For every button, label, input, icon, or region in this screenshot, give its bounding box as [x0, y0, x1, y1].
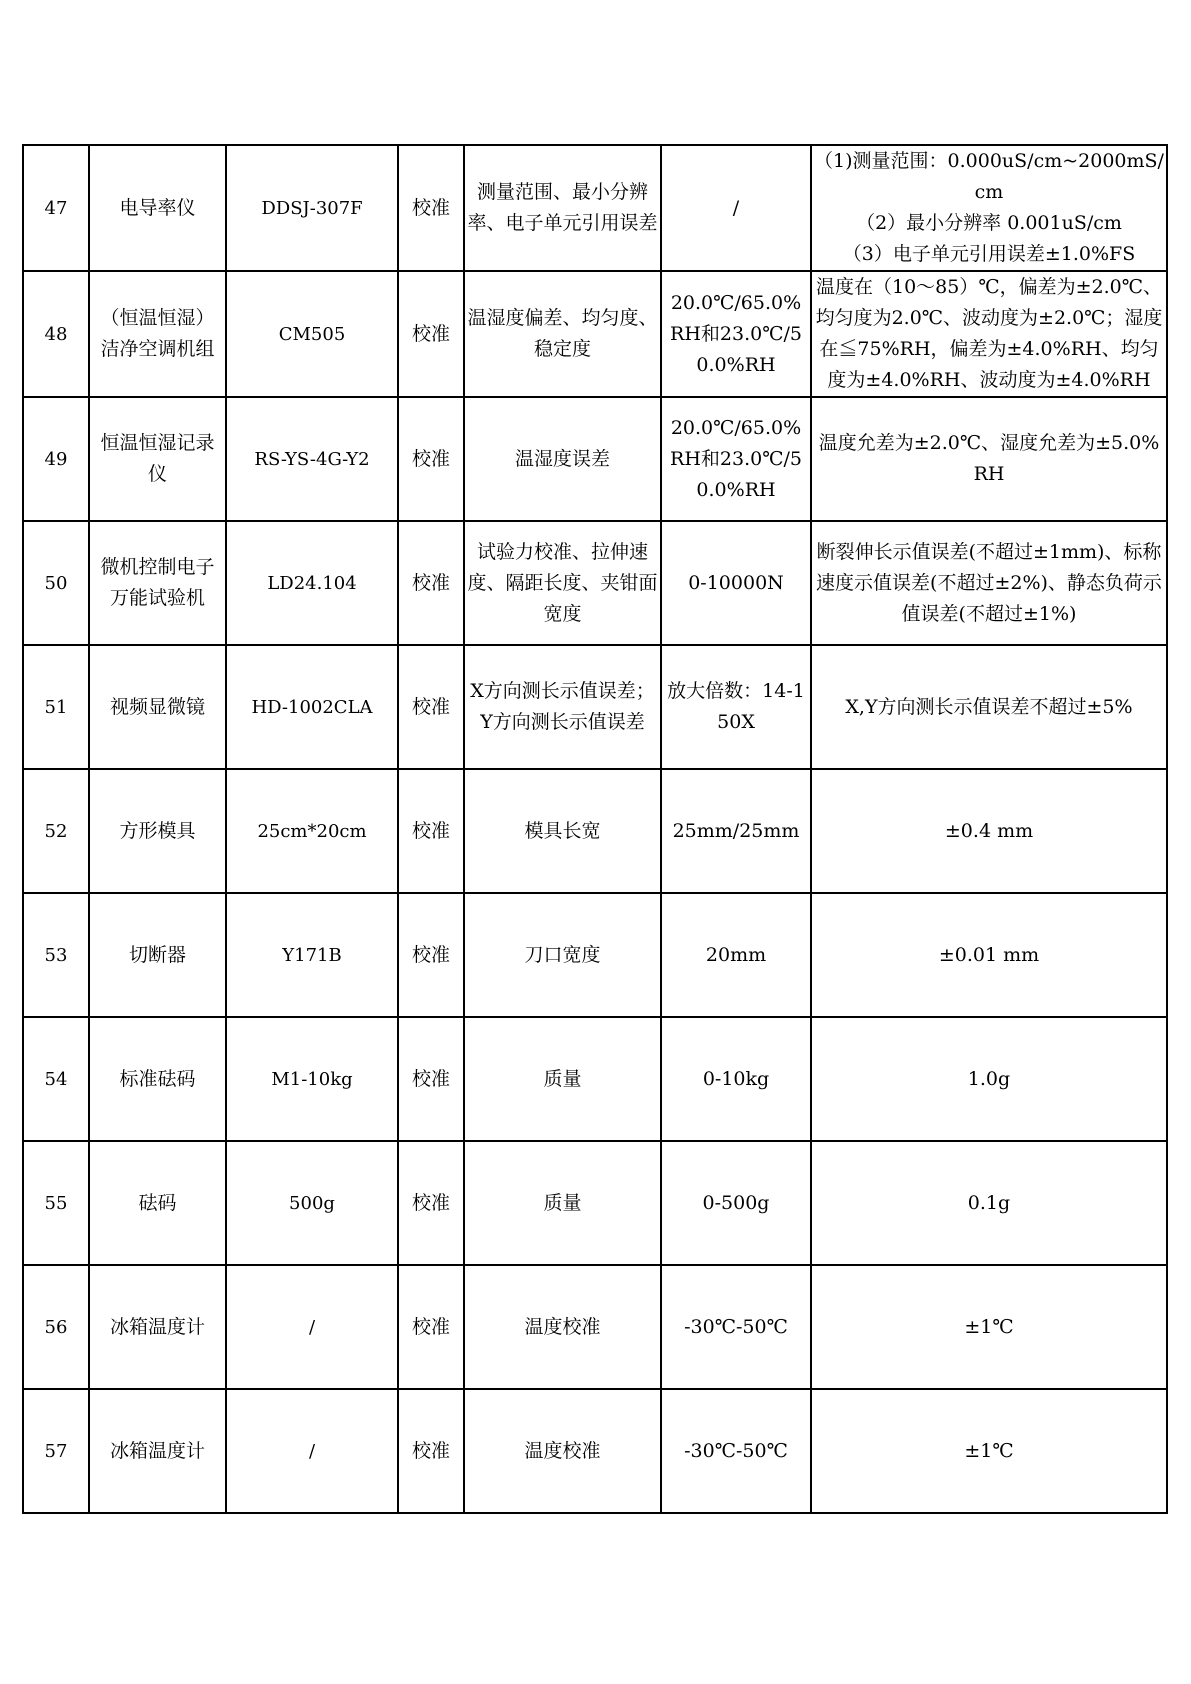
calibration-type: [398, 1265, 464, 1389]
calibration-type-text: 校准: [411, 1439, 450, 1462]
model-number-text: M1-10kg: [271, 1068, 353, 1090]
measurement-range: [661, 145, 811, 271]
measurement-range-text: /: [732, 196, 740, 219]
model-number: [226, 271, 398, 397]
row-number-text: 57: [44, 1440, 68, 1462]
model-number: [226, 397, 398, 521]
calibration-type-text: 校准: [411, 196, 450, 219]
accuracy-spec: [811, 271, 1167, 397]
accuracy-spec: [811, 521, 1167, 645]
accuracy-spec: [811, 769, 1167, 893]
calibration-type: [398, 893, 464, 1017]
calibration-items: [464, 397, 661, 521]
measurement-range-text: 0-10000N: [688, 571, 784, 594]
accuracy-spec-text: ±0.4 mm: [944, 819, 1034, 842]
measurement-range: [661, 1017, 811, 1141]
calibration-items-text: 温度校准: [524, 1315, 601, 1338]
instrument-name: [89, 397, 226, 521]
model-number-text: /: [308, 1440, 316, 1462]
table-row: [23, 1265, 1167, 1389]
model-number-text: HD-1002CLA: [251, 696, 373, 718]
model-number-text: RS-YS-4G-Y2: [254, 448, 370, 470]
calibration-items: [464, 145, 661, 271]
measurement-range: [661, 645, 811, 769]
row-number-text: 52: [44, 820, 68, 842]
row-number-text: 49: [44, 448, 68, 470]
table-row: [23, 1389, 1167, 1513]
model-number: [226, 1389, 398, 1513]
calibration-items-text: 测量范围、最小分辨率、电子单元引用误差: [467, 181, 658, 234]
row-number-text: 47: [44, 197, 68, 219]
instrument-name: [89, 521, 226, 645]
model-number: [226, 769, 398, 893]
instrument-name-text: 恒温恒湿记录仪: [100, 432, 215, 485]
calibration-items: [464, 1389, 661, 1513]
table-row: [23, 1141, 1167, 1265]
accuracy-spec: [811, 145, 1167, 271]
measurement-range-text: 20.0℃/65.0%RH和23.0℃/50.0%RH: [670, 416, 802, 501]
instrument-name-text: 冰箱温度计: [109, 1439, 205, 1462]
instrument-name-text: 切断器: [128, 943, 186, 966]
accuracy-spec: [811, 1389, 1167, 1513]
row-number: [23, 271, 89, 397]
accuracy-spec-text: 断裂伸长示值误差(不超过±1mm)、标称速度示值误差(不超过±2%)、静态负荷示值误差(不超过±1%): [816, 540, 1162, 625]
instrument-name: [89, 769, 226, 893]
row-number: [23, 769, 89, 893]
calibration-type: [398, 145, 464, 271]
accuracy-spec-text: （1)测量范围：0.000uS/cm~2000mS/cm （2）最小分辨率 0.001uS/cm （3）电子单元引用误差±1.0%FS: [814, 150, 1164, 265]
row-number: [23, 397, 89, 521]
calibration-type-text: 校准: [411, 571, 450, 594]
calibration-items: [464, 1265, 661, 1389]
calibration-items: [464, 521, 661, 645]
accuracy-spec-text: 0.1g: [967, 1191, 1011, 1214]
measurement-range: [661, 271, 811, 397]
row-number-text: 54: [44, 1068, 68, 1090]
calibration-items-text: 温湿度误差: [514, 447, 610, 470]
table-row: [23, 769, 1167, 893]
row-number: [23, 1389, 89, 1513]
instrument-name-text: 标准砝码: [119, 1067, 196, 1090]
row-number-text: 48: [44, 323, 68, 345]
measurement-range-text: -30℃-50℃: [684, 1315, 788, 1338]
model-number: [226, 1141, 398, 1265]
row-number: [23, 1017, 89, 1141]
instrument-name: [89, 1017, 226, 1141]
model-number: [226, 521, 398, 645]
calibration-items: [464, 1017, 661, 1141]
table-row: [23, 397, 1167, 521]
model-number: [226, 145, 398, 271]
accuracy-spec: [811, 645, 1167, 769]
accuracy-spec: [811, 397, 1167, 521]
calibration-type-text: 校准: [411, 322, 450, 345]
model-number-text: Y171B: [282, 944, 342, 966]
accuracy-spec-text: 温度在（10～85）℃，偏差为±2.0℃、均匀度为2.0℃、波动度为±2.0℃；湿度在≦75%RH，偏差为±4.0%RH、均匀度为±4.0%RH、波动度为±4.0%RH: [815, 276, 1163, 391]
measurement-range: [661, 1389, 811, 1513]
measurement-range: [661, 397, 811, 521]
instrument-name-text: 视频显微镜: [109, 695, 205, 718]
calibration-type-text: 校准: [411, 943, 450, 966]
model-number-text: DDSJ-307F: [261, 197, 363, 219]
model-number: [226, 893, 398, 1017]
row-number: [23, 1141, 89, 1265]
calibration-items-text: X方向测长示值误差；Y方向测长示值误差: [470, 680, 655, 733]
accuracy-spec: [811, 1141, 1167, 1265]
table-row: [23, 645, 1167, 769]
table-row: [23, 145, 1167, 271]
calibration-items-text: 温湿度偏差、均匀度、稳定度: [467, 307, 658, 360]
row-number: [23, 1265, 89, 1389]
measurement-range: [661, 1265, 811, 1389]
model-number-text: LD24.104: [267, 572, 357, 594]
model-number: [226, 1017, 398, 1141]
accuracy-spec-text: ±0.01 mm: [938, 943, 1040, 966]
row-number: [23, 893, 89, 1017]
calibration-items-text: 试验力校准、拉伸速度、隔距长度、夹钳面宽度: [467, 540, 658, 625]
instrument-name-text: （恒温恒湿）洁净空调机组: [100, 307, 215, 360]
calibration-type: [398, 397, 464, 521]
instrument-name: [89, 893, 226, 1017]
row-number: [23, 645, 89, 769]
calibration-type: [398, 1017, 464, 1141]
accuracy-spec-text: 1.0g: [967, 1067, 1011, 1090]
model-number-text: /: [308, 1316, 316, 1338]
instrument-name-text: 微机控制电子万能试验机: [100, 556, 215, 609]
measurement-range-text: -30℃-50℃: [684, 1439, 788, 1462]
accuracy-spec-text: 温度允差为±2.0℃、湿度允差为±5.0%RH: [818, 432, 1160, 485]
row-number: [23, 521, 89, 645]
model-number-text: 25cm*20cm: [257, 820, 367, 842]
measurement-range: [661, 1141, 811, 1265]
instrument-name: [89, 1141, 226, 1265]
instrument-name-text: 方形模具: [119, 819, 196, 842]
accuracy-spec-text: ±1℃: [964, 1439, 1014, 1462]
row-number-text: 53: [44, 944, 68, 966]
calibration-items-text: 刀口宽度: [524, 943, 601, 966]
calibration-type-text: 校准: [411, 447, 450, 470]
measurement-range-text: 0-10kg: [702, 1067, 770, 1090]
calibration-items-text: 温度校准: [524, 1439, 601, 1462]
instrument-name: [89, 1389, 226, 1513]
calibration-items-text: 模具长宽: [524, 819, 601, 842]
instrument-name: [89, 271, 226, 397]
row-number-text: 50: [44, 572, 68, 594]
calibration-items: [464, 893, 661, 1017]
table-row: [23, 1017, 1167, 1141]
calibration-type: [398, 521, 464, 645]
calibration-items: [464, 1141, 661, 1265]
instrument-name-text: 电导率仪: [119, 196, 196, 219]
calibration-type-text: 校准: [411, 695, 450, 718]
row-number-text: 56: [44, 1316, 68, 1338]
model-number-text: 500g: [289, 1192, 335, 1214]
calibration-type: [398, 769, 464, 893]
measurement-range: [661, 769, 811, 893]
equipment-calibration-table: [22, 144, 1168, 1514]
measurement-range: [661, 893, 811, 1017]
calibration-items-text: 质量: [543, 1191, 582, 1214]
accuracy-spec-text: ±1℃: [964, 1315, 1014, 1338]
calibration-type: [398, 271, 464, 397]
calibration-items-text: 质量: [543, 1067, 582, 1090]
measurement-range-text: 0-500g: [702, 1191, 770, 1214]
model-number-text: CM505: [278, 323, 346, 345]
instrument-name: [89, 1265, 226, 1389]
table-row: [23, 271, 1167, 397]
measurement-range-text: 20mm: [705, 943, 767, 966]
calibration-type: [398, 645, 464, 769]
accuracy-spec: [811, 893, 1167, 1017]
measurement-range-text: 20.0℃/65.0%RH和23.0℃/50.0%RH: [670, 291, 802, 376]
instrument-name: [89, 645, 226, 769]
model-number: [226, 1265, 398, 1389]
table-row: [23, 521, 1167, 645]
calibration-type: [398, 1141, 464, 1265]
measurement-range-text: 25mm/25mm: [672, 819, 800, 842]
calibration-type-text: 校准: [411, 1067, 450, 1090]
table-body: [23, 145, 1167, 1513]
instrument-name-text: 砝码: [138, 1191, 177, 1214]
row-number-text: 51: [44, 696, 68, 718]
table-row: [23, 893, 1167, 1017]
instrument-name: [89, 145, 226, 271]
calibration-items: [464, 271, 661, 397]
accuracy-spec: [811, 1265, 1167, 1389]
accuracy-spec: [811, 1017, 1167, 1141]
instrument-name-text: 冰箱温度计: [109, 1315, 205, 1338]
accuracy-spec-text: X,Y方向测长示值误差不超过±5%: [845, 695, 1133, 718]
calibration-type-text: 校准: [411, 1191, 450, 1214]
model-number: [226, 645, 398, 769]
measurement-range: [661, 521, 811, 645]
row-number: [23, 145, 89, 271]
measurement-range-text: 放大倍数：14-150X: [667, 680, 805, 733]
calibration-items: [464, 645, 661, 769]
calibration-items: [464, 769, 661, 893]
calibration-type-text: 校准: [411, 1315, 450, 1338]
row-number-text: 55: [44, 1192, 68, 1214]
calibration-type-text: 校准: [411, 819, 450, 842]
calibration-type: [398, 1389, 464, 1513]
